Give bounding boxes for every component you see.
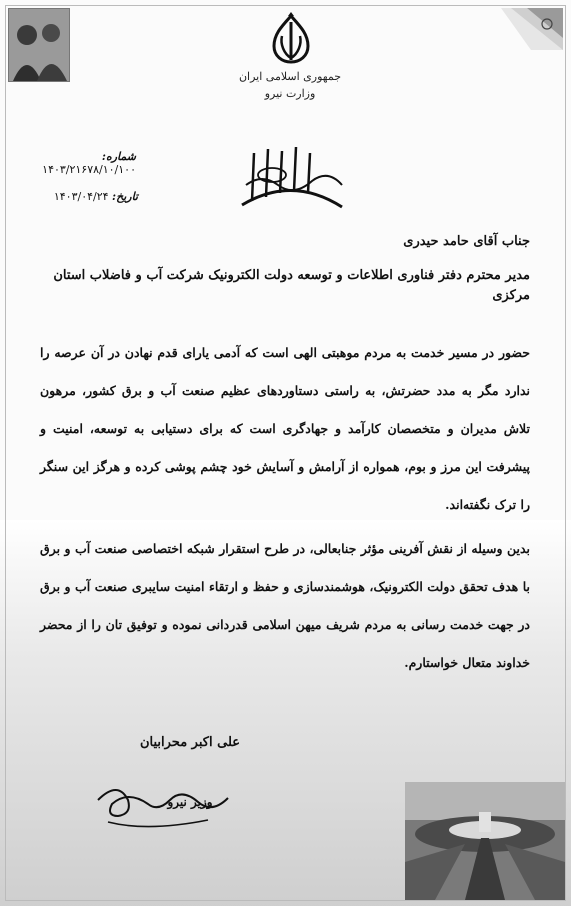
paragraph-2: بدین وسیله از نقش آفرینی مؤثر جنابعالی، در طرح استقرار شبکه اختصاصی صنعت آب و برق با هدف تحقق دولت الکترونیک، هوشمندسازی و حفظ و ارتقاء امنیت سایبری صنعت آب و برق در جهت خدمت رسانی به مردم شریف میهن اسلامی قدردانی نموده و توفیق تان را از محضر خداوند متعال خواستارم. [40, 541, 530, 670]
letter-date [8, 190, 138, 203]
date-value: ۱۴۰۳/۰۴/۲۴ [53, 190, 109, 203]
signer-name: علی اکبر محرابیان [139, 735, 241, 750]
portrait-image [8, 8, 70, 82]
letter-body [40, 232, 530, 686]
bismillah-calligraphy-icon [232, 145, 352, 215]
salutation: جناب آقای حامد حیدری [403, 234, 530, 249]
ministry-text: وزارت نیرو [264, 87, 316, 100]
signer-title: وزیر نیرو [167, 795, 213, 809]
letter-number [8, 150, 136, 176]
national-emblem-icon [262, 12, 320, 67]
number-label: شماره: [101, 150, 136, 163]
paragraph-1: حضور در مسیر خدمت به مردم موهبتی الهی است که آدمی یارای قدم نهادن در آن عرصه را ندارد مگر به مدد حضرتش، به راستی دستاوردهای عظیم صنعت آب و برق کشور، مرهون تلاش مدیران و متخصصان کارآمد و جهادگری است که برای دستیابی به توسعه، امنیت و پیشرفت این مرز و بوم، همواره از آرامش و آسایش خود چشم پوشی کرده و هرگز این سنگر را ترک نگفته‌اند. [40, 345, 530, 512]
number-value: ۱۴۰۳/۲۱۶۷۸/۱۰/۱۰۰ [42, 163, 136, 176]
iran-flag-icon [501, 8, 563, 50]
ministry-header [210, 68, 370, 102]
recipient-title: مدیر محترم دفتر فناوری اطلاعات و توسعه دولت الکترونیک شرکت آب و فاضلاب استان مرکزی [53, 268, 530, 303]
republic-text: جمهوری اسلامی ایران [238, 70, 342, 83]
date-label: تاریخ: [112, 190, 138, 203]
water-treatment-photo [405, 782, 565, 900]
